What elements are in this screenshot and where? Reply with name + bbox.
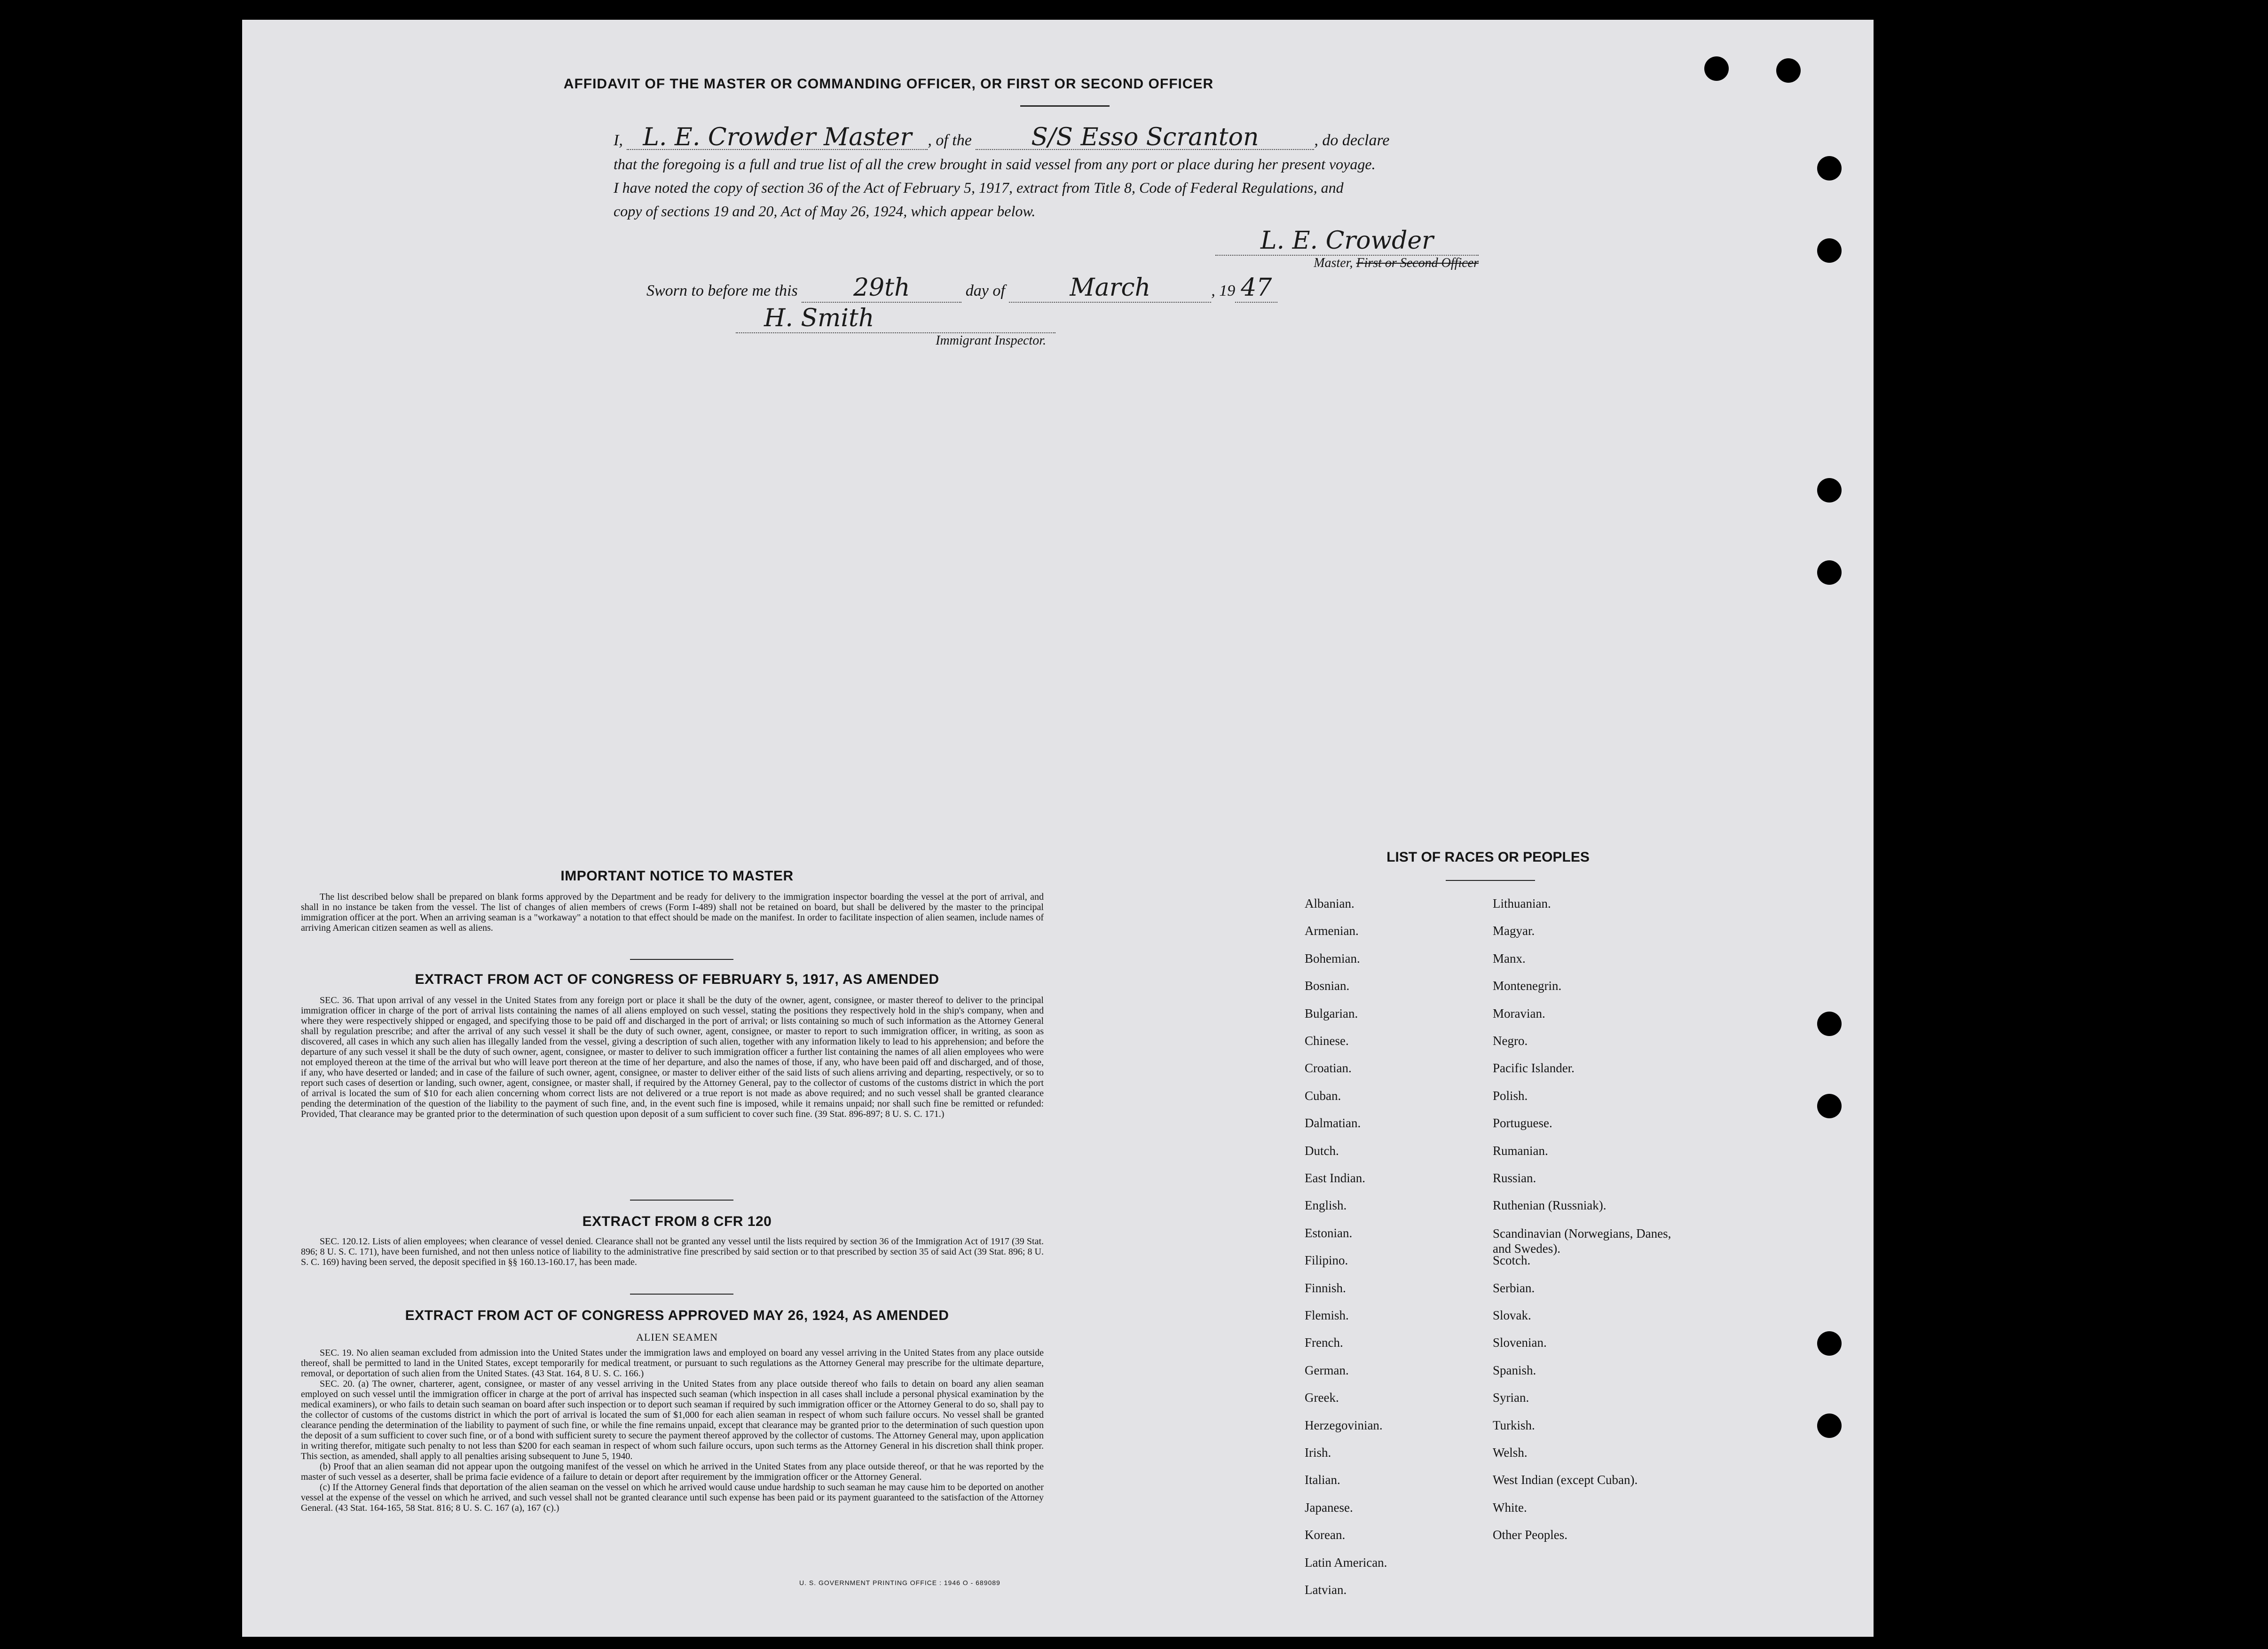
printing-office-imprint: U. S. GOVERNMENT PRINTING OFFICE : 1946 O - 689089 bbox=[799, 1579, 1000, 1586]
binder-hole bbox=[1704, 56, 1729, 81]
race-item: Armenian. bbox=[1305, 924, 1359, 938]
race-item: Montenegrin. bbox=[1493, 979, 1562, 993]
sworn-year-field: 47 bbox=[1235, 274, 1277, 303]
binder-hole bbox=[1817, 478, 1842, 503]
race-item: Pacific Islander. bbox=[1493, 1061, 1575, 1076]
sworn-year-prefix: , 19 bbox=[1211, 282, 1236, 299]
binder-hole bbox=[1776, 58, 1801, 83]
race-item: Rumanian. bbox=[1493, 1143, 1548, 1158]
race-item: Scotch. bbox=[1493, 1253, 1531, 1268]
extract-1917-title: EXTRACT FROM ACT OF CONGRESS OF FEBRUARY 5, 1917, AS AMENDED bbox=[415, 972, 939, 987]
race-item: Serbian. bbox=[1493, 1280, 1535, 1295]
race-item: Scandinavian (Norwegians, Danes, and Swedes). bbox=[1493, 1226, 1671, 1256]
binder-hole bbox=[1817, 1012, 1842, 1036]
extract-1924-paragraph-1: SEC. 19. No alien seaman excluded from admission into the United States under the immigration laws and employed on board any vessel arriving in the United States from any place outside thereof, shall be permitted to land in the United States, except temporarily for medical treatment, or pursuant to such regulations as the Attorney General may prescribe for the ultimate departure, removal, or deportation of such alien from the United States. (43 Stat. 164, 8 U. S. C. 166.) bbox=[301, 1348, 1044, 1379]
extract-1924-paragraph-4: (c) If the Attorney General finds that deportation of the alien seaman on the vessel on which he arrived would cause undue hardship to such seaman he may cause him to be deported on another vessel at the expense of the vessel on which he arrived, and such vessel shall not be granted clearance until such expense has been paid or its payment guaranteed to the satisfaction of the Attorney General. (43 Stat. 164-165, 58 Stat. 816; 8 U. S. C. 167 (a), 167 (c).) bbox=[301, 1482, 1044, 1513]
race-item: Manx. bbox=[1493, 951, 1526, 966]
declaration-line-3: I have noted the copy of section 36 of the Act of February 5, 1917, extract from Title 8, Code of Federal Regulations, and bbox=[614, 179, 1344, 196]
master-signature-block bbox=[1215, 227, 1479, 271]
notice-paragraph: The list described below shall be prepared on blank forms approved by the Department and be ready for delivery to the immigration inspector boarding the vessel at the port of arrival, and shall in no instance be taken from the vessel. The list of changes of alien members of crews (Form I-489) shall not be retained on board, but shall be delivered by the master to the principal immigration officer at the port. When an arriving seaman is a "workaway" a notation to that effect should be made on the manifest. In order to facilitate inspection of alien seamen, include names of arriving American citizen seamen as well as aliens. bbox=[301, 892, 1044, 933]
race-item: Cuban. bbox=[1305, 1088, 1341, 1103]
race-item: German. bbox=[1305, 1363, 1349, 1377]
word-of-the: , of the bbox=[928, 132, 972, 149]
section-rule bbox=[630, 1294, 733, 1295]
affidavit-body bbox=[614, 123, 1526, 223]
race-item: Chinese. bbox=[1305, 1034, 1349, 1048]
race-item: Bulgarian. bbox=[1305, 1006, 1358, 1021]
signature-caption bbox=[1215, 256, 1479, 271]
race-item: Filipino. bbox=[1305, 1253, 1348, 1268]
inspector-signature: H. Smith bbox=[736, 304, 1055, 333]
race-item: Syrian. bbox=[1493, 1390, 1529, 1405]
extract-1924-subtitle: ALIEN SEAMEN bbox=[636, 1331, 718, 1343]
race-item: Moravian. bbox=[1493, 1006, 1545, 1021]
extract-1917-text bbox=[301, 995, 1044, 1119]
caption-master: Master, bbox=[1314, 256, 1356, 270]
race-item: Ruthenian (Russniak). bbox=[1493, 1198, 1606, 1213]
caption-struck-officer: First or Second Officer bbox=[1356, 256, 1479, 270]
vessel-name-field: S/S Esso Scranton bbox=[976, 126, 1314, 150]
affidavit-title: AFFIDAVIT OF THE MASTER OR COMMANDING OFFICER, OR FIRST OR SECOND OFFICER bbox=[563, 76, 1214, 92]
race-item: Croatian. bbox=[1305, 1061, 1352, 1076]
sworn-prefix: Sworn to before me this bbox=[646, 282, 798, 299]
race-item: West Indian (except Cuban). bbox=[1493, 1473, 1638, 1487]
declaration-line-2: that the foregoing is a full and true list of all the crew brought in said vessel from any port or place during her present voyage. bbox=[614, 156, 1376, 173]
race-item: Irish. bbox=[1305, 1445, 1331, 1460]
race-item: Lithuanian. bbox=[1493, 896, 1551, 911]
binder-hole bbox=[1817, 238, 1842, 263]
race-item: Finnish. bbox=[1305, 1280, 1346, 1295]
race-item: Portuguese. bbox=[1493, 1116, 1552, 1131]
title-rule bbox=[1020, 105, 1110, 107]
race-item: Herzegovinian. bbox=[1305, 1418, 1383, 1432]
race-item: Spanish. bbox=[1493, 1363, 1536, 1377]
race-item: Japanese. bbox=[1305, 1500, 1353, 1515]
inspector-caption: Immigrant Inspector. bbox=[936, 333, 1046, 348]
extract-1917-paragraph: SEC. 36. That upon arrival of any vessel in the United States from any foreign port or place it shall be the duty of the owner, agent, consignee, or master thereof to deliver to the principal immigration officer in charge of the port of arrival lists containing the names of all aliens employed on such vessel, stating the positions they respectively hold in the ship's company, when and where they were respectively shipped or engaged, and specifying those to be paid off and discharged in the port of arrival; or lists containing so much of such information as the Attorney General shall by regulation prescribe; and after the arrival of any such vessel it shall be the duty of such owner, agent, consignee, or master to report to such immigration officer, in writing, as soon as discovered, all cases in which any such alien has illegally landed from the vessel, giving a description of such alien, together with any information likely to lead to his apprehension; and before the departure of any such vessel it shall be the duty of such owner, agent, consignee, or master to deliver to such immigration officer a further list containing the names of all alien employees who were not employed thereon at the time of the arrival but who will leave port thereon at the time of her departure, and also the names of those, if any, who have been paid off and discharged, and of those, if any, who have deserted or landed; and in case of the failure of such owner, agent, consignee, or master to deliver either of the said lists of such aliens arriving and departing, respectively, or so to report such cases of desertion or landing, such owner, agent, consignee, or master shall, if required by the Attorney General, pay to the collector of customs of the customs district in which the port of arrival is located the sum of $10 for each alien concerning whom correct lists are not delivered or a true report is not made as above required; and no such vessel shall be granted clearance pending the determination of the question of the liability to the payment of such fine, and, in the event such fine is imposed, while it remains unpaid; nor shall such fine be remitted or refunded: Provided, That clearance may be granted prior to the determination of such question upon deposit of a sum sufficient to cover such fine. (39 Stat. 896-897; 8 U. S. C. 171.) bbox=[301, 995, 1044, 1119]
sworn-day-of: day of bbox=[965, 282, 1005, 299]
binder-hole bbox=[1817, 156, 1842, 181]
race-item: Slovak. bbox=[1493, 1308, 1531, 1322]
extract-1924-paragraph-3: (b) Proof that an alien seaman did not appear upon the outgoing manifest of the vessel on which he arrived in the United States from any place outside thereof, or that he was reported by the master of such vessel as a deserter, shall be prima facie evidence of a failure to detain or deport after requirement by the immigration officer or the Attorney General. bbox=[301, 1461, 1044, 1482]
race-item: French. bbox=[1305, 1335, 1343, 1350]
race-item: Bohemian. bbox=[1305, 951, 1360, 966]
extract-1924-text bbox=[301, 1348, 1044, 1513]
race-item: Latvian. bbox=[1305, 1583, 1347, 1597]
binder-hole bbox=[1817, 1331, 1842, 1356]
races-title-rule bbox=[1446, 880, 1535, 881]
race-item: Magyar. bbox=[1493, 924, 1535, 938]
race-item: Flemish. bbox=[1305, 1308, 1349, 1322]
race-item: English. bbox=[1305, 1198, 1347, 1213]
races-title: LIST OF RACES OR PEOPLES bbox=[1386, 849, 1590, 865]
notice-text bbox=[301, 892, 1044, 933]
race-item: Greek. bbox=[1305, 1390, 1339, 1405]
race-item: Turkish. bbox=[1493, 1418, 1535, 1432]
binder-hole bbox=[1817, 560, 1842, 585]
sworn-line bbox=[646, 274, 1277, 303]
race-item: Bosnian. bbox=[1305, 979, 1350, 993]
extract-cfr-text bbox=[301, 1236, 1044, 1267]
do-declare: , do declare bbox=[1314, 132, 1390, 149]
binder-hole bbox=[1817, 1413, 1842, 1438]
race-item: Italian. bbox=[1305, 1473, 1340, 1487]
race-item: Estonian. bbox=[1305, 1225, 1353, 1240]
race-item: Dalmatian. bbox=[1305, 1116, 1361, 1131]
race-item: Other Peoples. bbox=[1493, 1528, 1567, 1542]
extract-1924-paragraph-2: SEC. 20. (a) The owner, charterer, agent, consignee, or master of any vessel arriving in the United States from any place outside thereof who fails to detain on board any alien seaman employed on such vessel until the immigration officer in charge at the port of arrival has inspected such seaman (which inspection in all cases shall include a personal physical examination by the medical examiners), or who fails to detain such seaman on board after such inspection or to deport such seaman if required by such immigration officer or the Attorney General to do so, shall pay to the collector of customs of the customs district in which the port of arrival is located the sum of $1,000 for each alien seaman in respect of whom such failure occurs. No vessel shall be granted clearance pending the determination of the liability to payment of such fine, or while the fine remains unpaid, except that clearance may be granted prior to the determination of such question upon the deposit of a sum sufficient to cover such fine, or of a bond with sufficient surety to secure the payment thereof approved by the collector of customs. The Attorney General may, upon application in writing therefor, mitigate such penalty to not less than $200 for each seaman in respect of whom such failure occurs, upon such terms as the Attorney General in his discretion shall think proper. This section, as amended, shall apply to all penalties arising subsequent to June 5, 1940. bbox=[301, 1379, 1044, 1461]
race-item: Latin American. bbox=[1305, 1555, 1387, 1570]
notice-title: IMPORTANT NOTICE TO MASTER bbox=[560, 868, 794, 884]
binder-hole bbox=[1817, 1094, 1842, 1118]
sworn-day-field: 29th bbox=[802, 274, 961, 303]
race-item: Welsh. bbox=[1493, 1445, 1528, 1460]
extract-1924-title: EXTRACT FROM ACT OF CONGRESS APPROVED MAY 26, 1924, AS AMENDED bbox=[405, 1308, 949, 1323]
inspector-signature-block bbox=[736, 304, 1055, 348]
race-item: Korean. bbox=[1305, 1528, 1346, 1542]
race-item: Russian. bbox=[1493, 1171, 1536, 1185]
race-item: Albanian. bbox=[1305, 896, 1354, 911]
race-item: Slovenian. bbox=[1493, 1335, 1547, 1350]
race-item: Polish. bbox=[1493, 1088, 1528, 1103]
extract-cfr-title: EXTRACT FROM 8 CFR 120 bbox=[582, 1214, 772, 1229]
race-item: White. bbox=[1493, 1500, 1527, 1515]
extract-cfr-paragraph: SEC. 120.12. Lists of alien employees; when clearance of vessel denied. Clearance shall not be granted any vessel until the lists required by section 36 of the Immigration Act of 1917 (39 Stat. 896; 8 U. S. C. 171), have been furnished, and not then unless notice of liability to the administrative fine prescribed by said section or to that prescribed by section 35 of said Act (39 Stat. 896; 8 U. S. C. 169) having been served, the deposit specified in §§ 160.13-160.17, has been made. bbox=[301, 1236, 1044, 1267]
race-item: East Indian. bbox=[1305, 1171, 1365, 1185]
sworn-month-field: March bbox=[1009, 274, 1211, 303]
race-item: Negro. bbox=[1493, 1034, 1528, 1048]
declaration-line bbox=[614, 123, 1526, 152]
race-item: Dutch. bbox=[1305, 1143, 1339, 1158]
master-name-field: L. E. Crowder Master bbox=[627, 126, 928, 150]
declaration-line-4: copy of sections 19 and 20, Act of May 26, 1924, which appear below. bbox=[614, 203, 1036, 220]
word-i: I, bbox=[614, 132, 623, 149]
section-rule bbox=[630, 959, 733, 960]
document-page bbox=[242, 20, 1874, 1637]
section-rule bbox=[630, 1200, 733, 1201]
master-signature: L. E. Crowder bbox=[1215, 227, 1479, 256]
